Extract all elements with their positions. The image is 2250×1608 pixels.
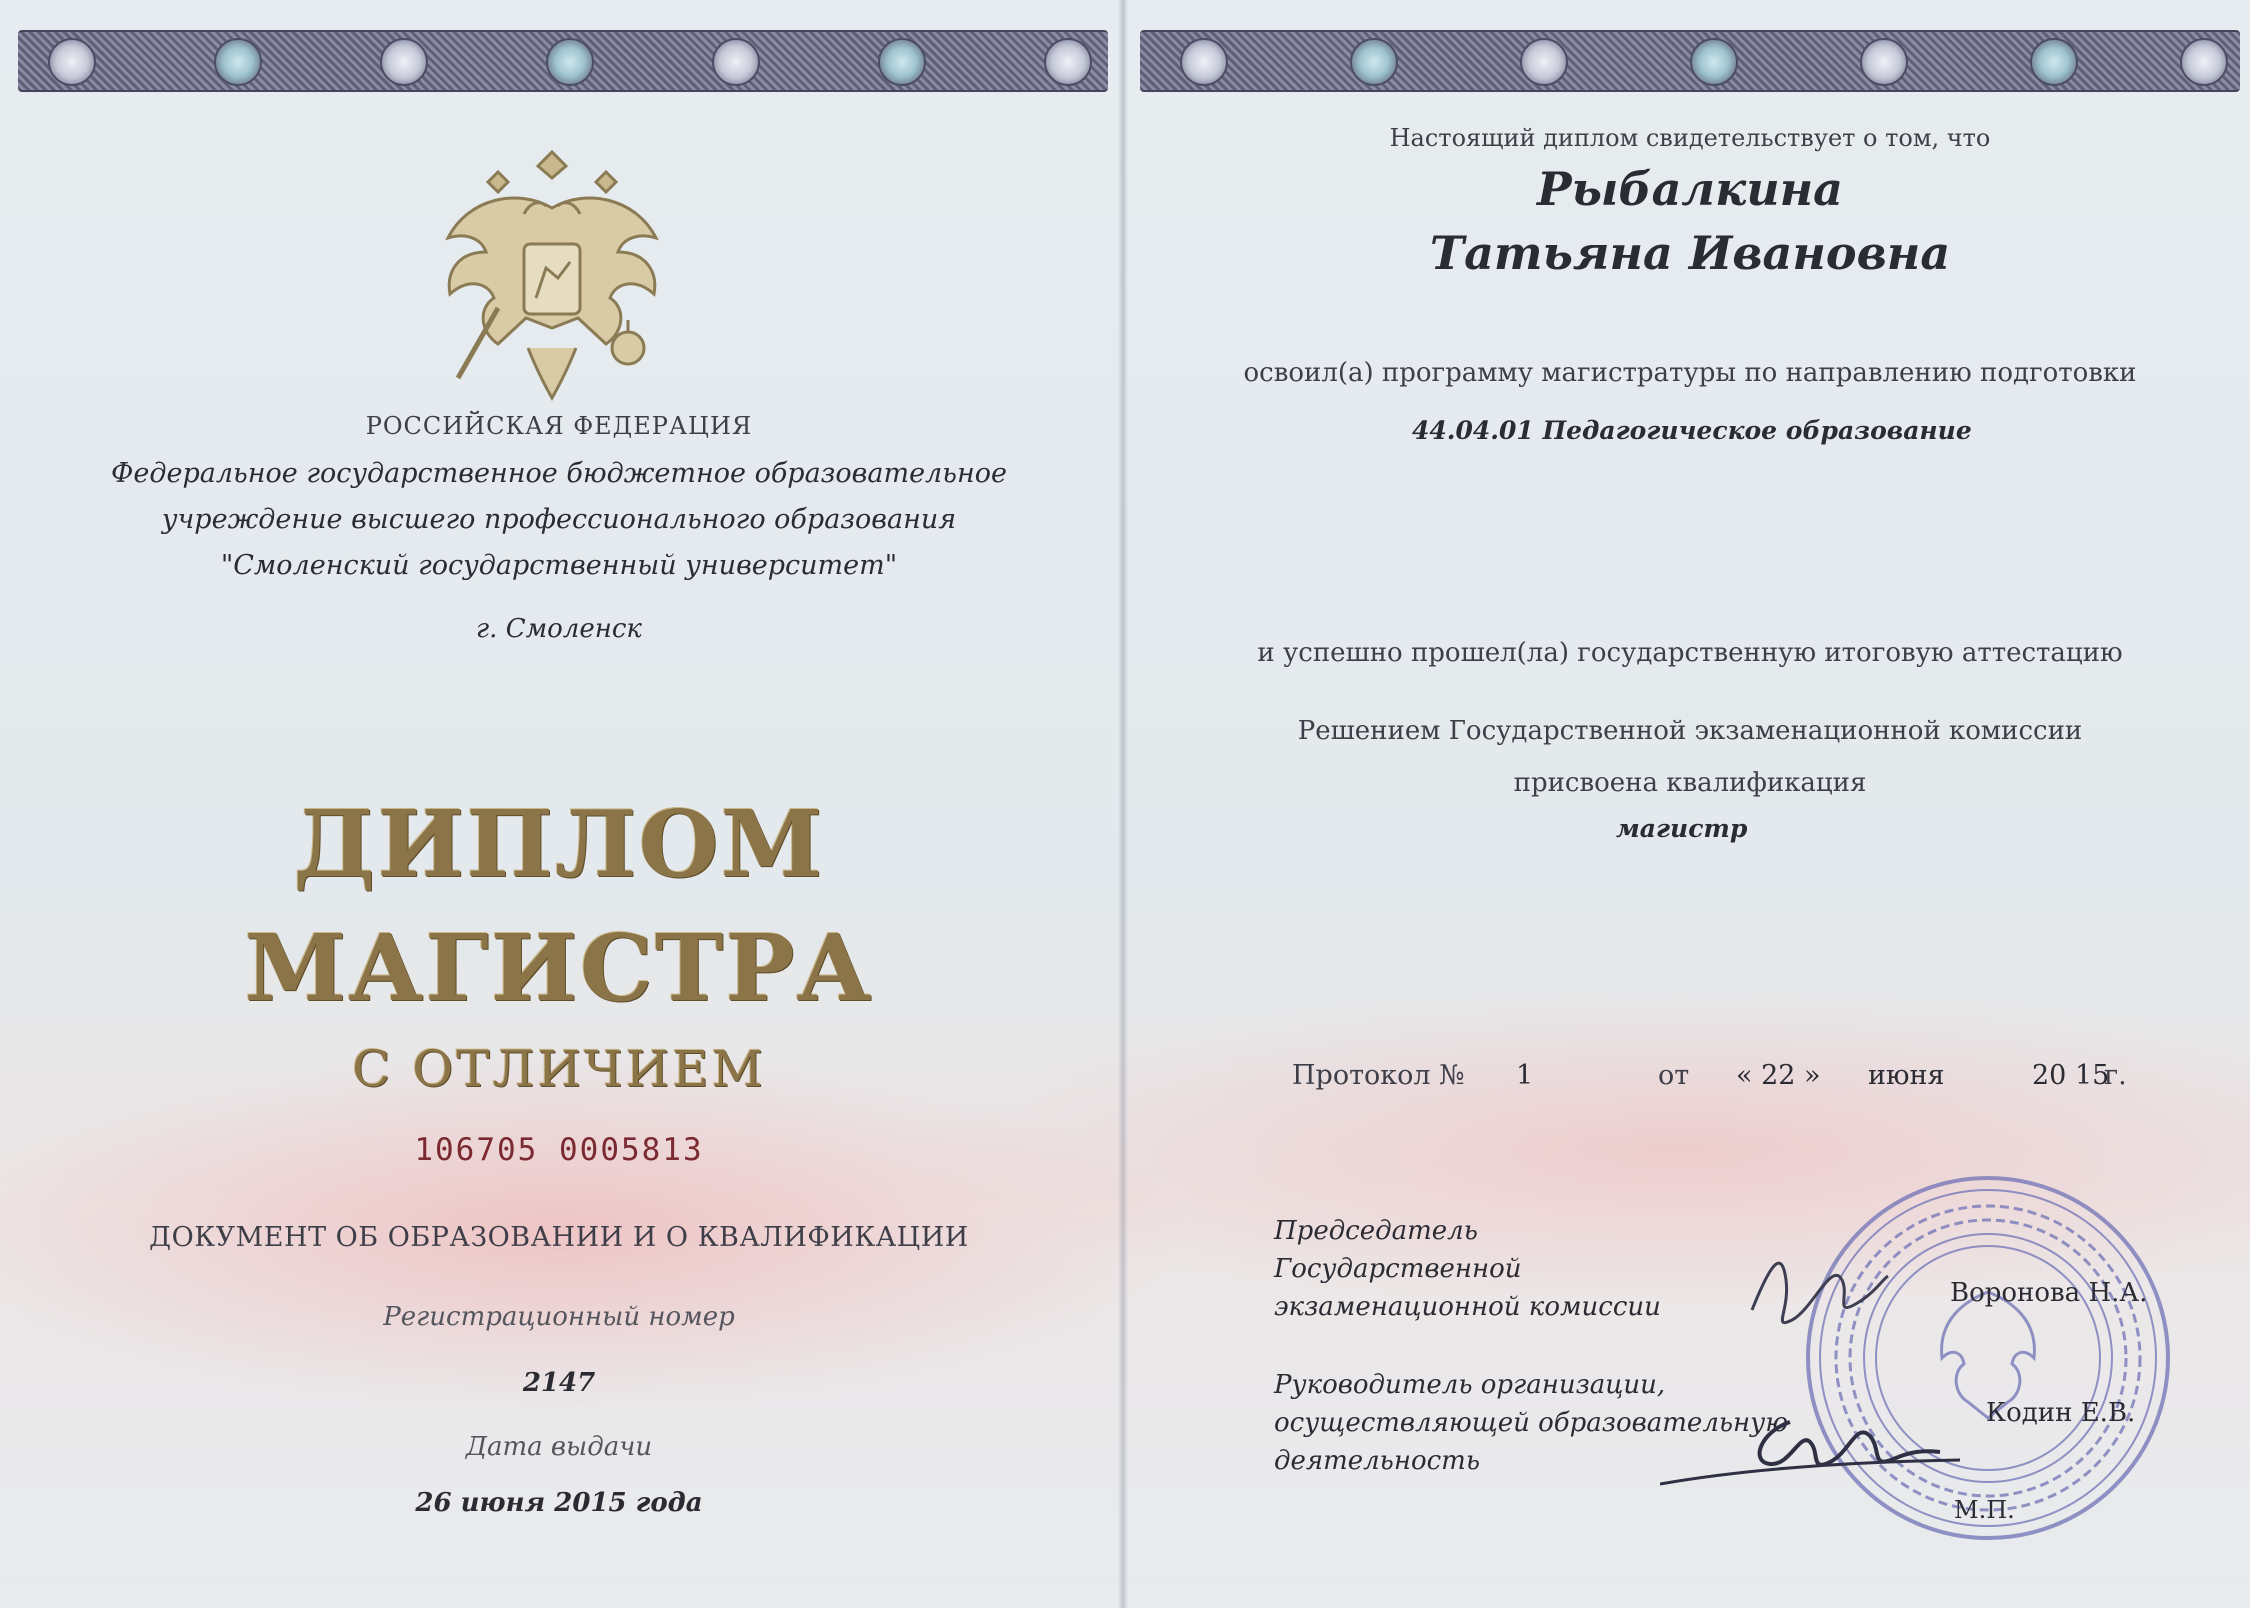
protocol-number: 1 [1516,1060,1534,1091]
registration-number: 2147 [522,1368,596,1398]
chair-signature [1742,1240,1892,1350]
institution-line-2: учреждение высшего профессионального образования [161,504,957,535]
institution-line-1: Федеральное государственное бюджетное образовательное [111,458,1007,489]
chair-title-line-3: экзаменационной комиссии [1274,1292,1661,1322]
registration-label: Регистрационный номер [383,1302,735,1332]
qualification-label: присвоена квалификация [1513,768,1867,798]
issue-date: 26 июня 2015 года [415,1488,703,1518]
program-name: 44.04.01 Педагогическое образование [1412,416,1972,445]
protocol-year-suffix: г. [2104,1060,2127,1091]
intro-text: Настоящий диплом свидетельствует о том, что [1389,124,1991,152]
head-title-line-1: Руководитель организации, [1274,1370,1666,1400]
guilloche-band-left [18,30,1108,92]
qualification-value: магистр [1616,814,1748,843]
protocol-year: 20 15 [2032,1060,2110,1091]
head-title-line-2: осуществляющей образовательную [1274,1408,1789,1438]
honors-label: С ОТЛИЧИЕМ [352,1040,766,1098]
protocol-label: Протокол № [1292,1060,1465,1091]
decision-text: Решением Государственной экзаменационной комиссии [1297,716,2083,746]
document-type: ДОКУМЕНТ ОБ ОБРАЗОВАНИИ И О КВАЛИФИКАЦИИ [149,1222,969,1253]
graduate-surname: Рыбалкина [1536,162,1843,216]
attestation-text: и успешно прошел(ла) государственную итоговую аттестацию [1257,638,2123,668]
guilloche-band-right [1140,30,2240,92]
head-signature [1660,1392,1980,1492]
head-name: Кодин Е.В. [1986,1398,2136,1428]
serial-number: 106705 0005813 [414,1132,704,1168]
diploma-title-line-2: МАГИСТРА [244,914,874,1022]
city: г. Смоленск [476,614,642,644]
chair-title-line-1: Председатель [1274,1216,1478,1246]
issue-date-label: Дата выдачи [465,1432,653,1462]
protocol-month: июня [1868,1060,1945,1091]
coat-of-arms-emblem [428,148,676,410]
protocol-from: от [1658,1060,1690,1091]
chair-title-line-2: Государственной [1274,1254,1522,1284]
page-fold [1118,0,1128,1608]
program-text: освоил(а) программу магистратуры по направлению подготовки [1243,358,2137,388]
diploma-title-line-1: ДИПЛОМ [293,790,825,898]
protocol-day: « 22 » [1736,1060,1821,1091]
seal-place-label: М.П. [1954,1496,2015,1524]
head-title-line-3: деятельность [1274,1446,1480,1476]
chair-name: Воронова Н.А. [1950,1278,2148,1308]
graduate-given-names: Татьяна Ивановна [1429,226,1951,280]
institution-line-3: "Смоленский государственный университет" [220,550,898,581]
country-name: РОССИЙСКАЯ ФЕДЕРАЦИЯ [365,412,753,440]
